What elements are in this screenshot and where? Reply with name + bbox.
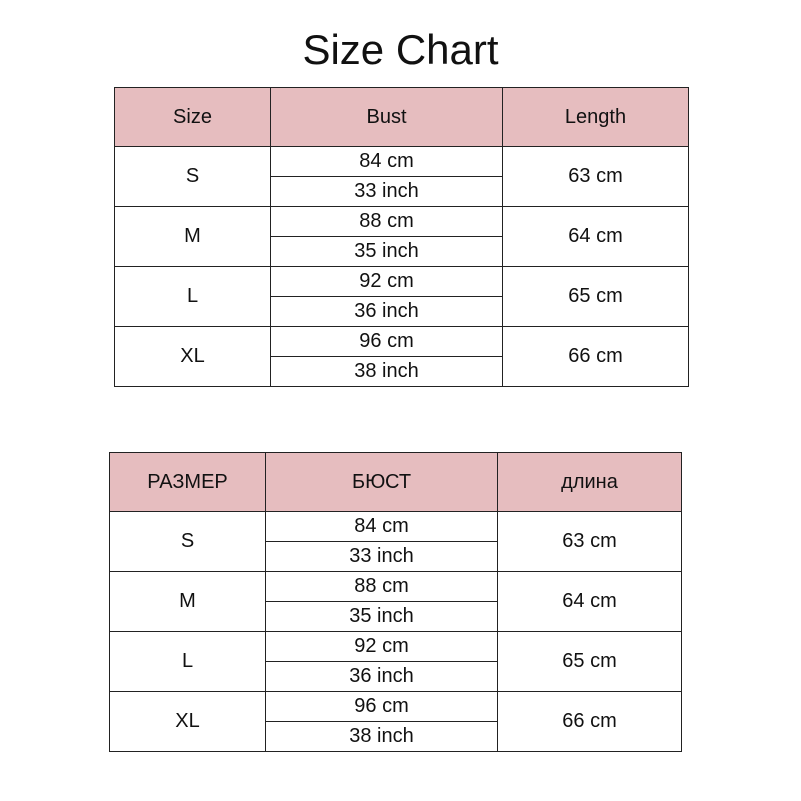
length-cell: 65 cm <box>498 632 682 692</box>
bust-cm-cell: 88 cm <box>271 207 503 237</box>
size-cell: L <box>110 632 266 692</box>
bust-cm-cell: 88 cm <box>266 572 498 602</box>
table-row <box>110 572 682 602</box>
table-row <box>115 267 689 297</box>
size-cell: XL <box>115 327 271 387</box>
bust-inch-cell: 38 inch <box>271 357 503 387</box>
page-title: Size Chart <box>302 26 499 73</box>
header-size: РАЗМЕР <box>110 453 266 512</box>
size-cell: XL <box>110 692 266 752</box>
size-cell: M <box>115 207 271 267</box>
table-row <box>110 512 682 542</box>
length-cell: 64 cm <box>503 207 689 267</box>
header-size: Size <box>115 88 271 147</box>
table-row <box>115 207 689 237</box>
length-cell: 66 cm <box>498 692 682 752</box>
bust-cm-cell: 92 cm <box>271 267 503 297</box>
header-length: длина <box>498 453 682 512</box>
size-chart-table-russian <box>109 452 682 752</box>
size-cell: M <box>110 572 266 632</box>
bust-inch-cell: 35 inch <box>271 237 503 267</box>
bust-cm-cell: 96 cm <box>271 327 503 357</box>
bust-inch-cell: 36 inch <box>271 297 503 327</box>
header-length: Length <box>503 88 689 147</box>
table-row <box>110 692 682 722</box>
length-cell: 63 cm <box>503 147 689 207</box>
bust-inch-cell: 33 inch <box>266 542 498 572</box>
bust-cm-cell: 96 cm <box>266 692 498 722</box>
bust-inch-cell: 36 inch <box>266 662 498 692</box>
table-row <box>115 147 689 177</box>
header-bust: Bust <box>271 88 503 147</box>
bust-inch-cell: 35 inch <box>266 602 498 632</box>
table-header-row <box>110 453 682 512</box>
header-bust: БЮСТ <box>266 453 498 512</box>
length-cell: 66 cm <box>503 327 689 387</box>
table-row <box>110 632 682 662</box>
size-cell: S <box>110 512 266 572</box>
bust-cm-cell: 84 cm <box>271 147 503 177</box>
table-header-row <box>115 88 689 147</box>
size-cell: L <box>115 267 271 327</box>
size-cell: S <box>115 147 271 207</box>
length-cell: 63 cm <box>498 512 682 572</box>
length-cell: 65 cm <box>503 267 689 327</box>
bust-cm-cell: 84 cm <box>266 512 498 542</box>
bust-inch-cell: 33 inch <box>271 177 503 207</box>
bust-cm-cell: 92 cm <box>266 632 498 662</box>
table-row <box>115 327 689 357</box>
size-chart-table-english <box>114 87 689 387</box>
bust-inch-cell: 38 inch <box>266 722 498 752</box>
length-cell: 64 cm <box>498 572 682 632</box>
